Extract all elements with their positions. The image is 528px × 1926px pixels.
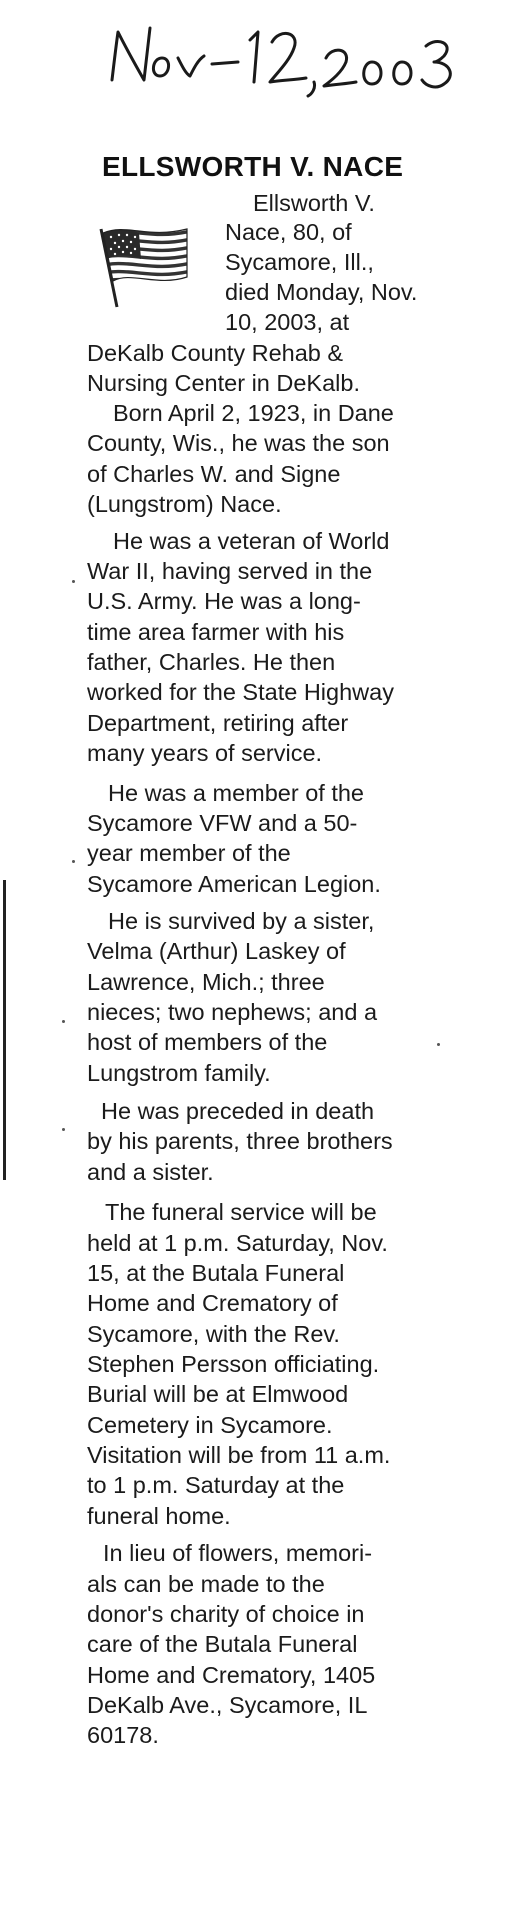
- body-line: 60178.: [87, 1722, 159, 1748]
- body-line: 10, 2003, at: [225, 309, 350, 335]
- body-line: Ellsworth V.: [253, 190, 375, 216]
- scan-speck: [62, 1128, 65, 1131]
- body-line: many years of service.: [87, 740, 323, 766]
- body-line: In lieu of flowers, memori-: [103, 1540, 373, 1566]
- american-flag-icon: [87, 219, 192, 309]
- body-line: Sycamore American Legion.: [87, 871, 381, 897]
- body-line: donor's charity of choice in: [87, 1601, 365, 1627]
- body-line: Lungstrom family.: [87, 1060, 271, 1086]
- body-line: DeKalb Ave., Sycamore, IL: [87, 1692, 368, 1718]
- body-line: Born April 2, 1923, in Dane: [113, 400, 394, 426]
- body-line: Velma (Arthur) Laskey of: [87, 938, 346, 964]
- body-line: He was a member of the: [108, 780, 364, 806]
- body-line: Sycamore, with the Rev.: [87, 1321, 340, 1347]
- body-line: funeral home.: [87, 1503, 231, 1529]
- body-line: U.S. Army. He was a long-: [87, 588, 361, 614]
- obituary-headline: ELLSWORTH V. NACE: [102, 151, 404, 182]
- body-line: (Lungstrom) Nace.: [87, 491, 282, 517]
- scan-speck: [72, 580, 75, 583]
- body-line: Visitation will be from 11 a.m.: [87, 1442, 391, 1468]
- body-line: Sycamore, Ill.,: [225, 249, 374, 275]
- body-line: The funeral service will be: [105, 1199, 377, 1225]
- body-line: to 1 p.m. Saturday at the: [87, 1472, 345, 1498]
- body-line: time area farmer with his: [87, 619, 345, 645]
- body-line: Cemetery in Sycamore.: [87, 1412, 333, 1438]
- body-line: Stephen Persson officiating.: [87, 1351, 380, 1377]
- body-line: held at 1 p.m. Saturday, Nov.: [87, 1230, 388, 1256]
- body-line: 15, at the Butala Funeral: [87, 1260, 345, 1286]
- body-line: als can be made to the: [87, 1571, 325, 1597]
- body-line: and a sister.: [87, 1159, 214, 1185]
- body-line: host of members of the: [87, 1029, 328, 1055]
- body-line: Home and Crematory of: [87, 1290, 338, 1316]
- body-line: died Monday, Nov.: [225, 279, 418, 305]
- body-line: Lawrence, Mich.; three: [87, 969, 325, 995]
- body-line: Nace, 80, of: [225, 219, 352, 245]
- scan-speck: [62, 1020, 65, 1023]
- body-line: War II, having served in the: [87, 558, 373, 584]
- body-line: by his parents, three brothers: [87, 1128, 393, 1154]
- body-line: Department, retiring after: [87, 710, 349, 736]
- scan-speck: [72, 860, 75, 863]
- body-line: nieces; two nephews; and a: [87, 999, 378, 1025]
- body-line: care of the Butala Funeral: [87, 1631, 358, 1657]
- body-line: of Charles W. and Signe: [87, 461, 341, 487]
- body-line: He was preceded in death: [101, 1098, 375, 1124]
- scan-speck: [437, 1043, 440, 1046]
- body-line: He is survived by a sister,: [108, 908, 375, 934]
- handwritten-date: [100, 18, 500, 98]
- body-line: He was a veteran of World: [113, 528, 390, 554]
- body-line: County, Wis., he was the son: [87, 430, 390, 456]
- body-line: Home and Crematory, 1405: [87, 1662, 376, 1688]
- body-line: father, Charles. He then: [87, 649, 336, 675]
- body-line: Sycamore VFW and a 50-: [87, 810, 358, 836]
- body-line: Nursing Center in DeKalb.: [87, 370, 360, 396]
- body-line: DeKalb County Rehab &: [87, 340, 344, 366]
- scan-margin-rule: [3, 880, 6, 1180]
- body-line: year member of the: [87, 840, 291, 866]
- body-line: worked for the State Highway: [87, 679, 394, 705]
- body-line: Burial will be at Elmwood: [87, 1381, 349, 1407]
